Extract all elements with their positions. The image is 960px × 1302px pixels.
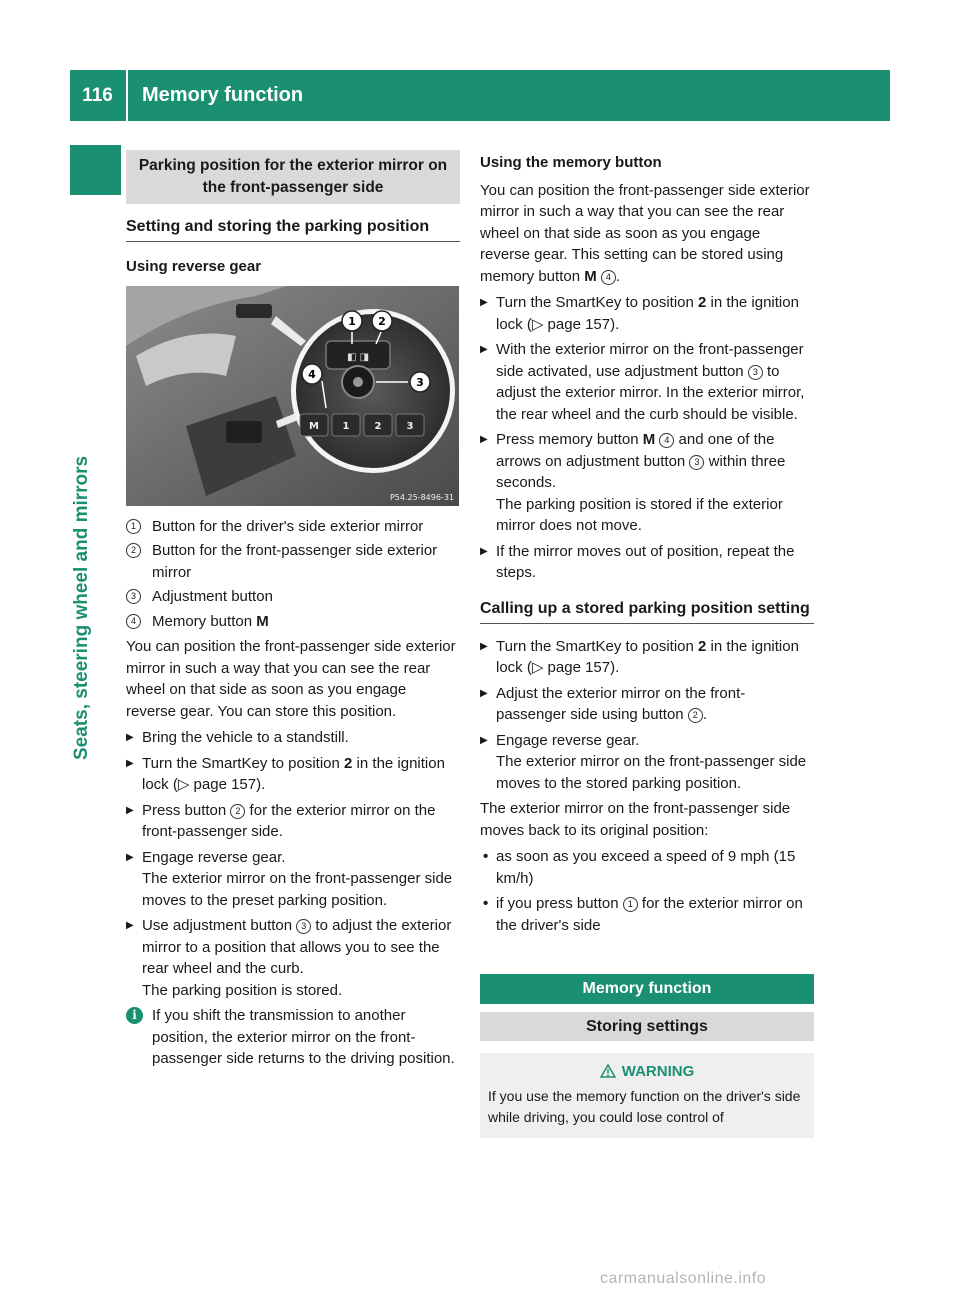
legend-text: Adjustment button — [152, 588, 273, 605]
page-title: Memory function — [142, 84, 304, 106]
legend-number: 1 — [126, 519, 141, 534]
step-reverse — [126, 847, 460, 912]
step-result: The parking position is stored if the exterior mirror does not move. — [496, 495, 783, 534]
storing-settings-heading: Storing settings — [480, 1012, 814, 1042]
step-text: Turn the SmartKey to position — [496, 294, 699, 311]
step-text: Use adjustment button — [142, 917, 297, 934]
parking-position-heading: Parking position for the exterior mirror on the front-passenger side — [126, 150, 460, 204]
step-smartkey-3 — [480, 636, 814, 679]
step-text: Adjust the exterior mirror on the front-passenger side using button — [496, 684, 746, 723]
chapter-label: Seats, steering wheel and mirrors — [71, 455, 92, 760]
bullet-text: for the exterior mirror on the driver's side — [496, 895, 803, 934]
step-adjust — [126, 915, 460, 1001]
step-text: in the ignition lock ( — [142, 754, 445, 793]
page-ref[interactable]: page 157). — [543, 315, 620, 333]
warning-text: If you use the memory function on the driver's side while driving, you could lose control of — [488, 1088, 801, 1125]
step-bold: 2 — [698, 294, 707, 311]
legend-text: Button for the driver's side exterior mirror — [152, 517, 424, 535]
chapter-tab — [70, 145, 121, 195]
step-smartkey-2 — [480, 292, 814, 335]
memory-intro — [480, 180, 814, 288]
circled-number: 4 — [659, 433, 674, 448]
page-ref-arrow: ▷ — [531, 315, 544, 333]
bullet-text: as soon as you exceed a speed of 9 mph (15 km/h) — [496, 848, 796, 887]
step-reverse-2 — [480, 730, 814, 795]
bold-text: M — [584, 267, 597, 285]
circled-number: 3 — [296, 919, 311, 934]
step-text: to adjust the exterior mirror to a position that allows you to see the rear wheel and the curb. — [142, 917, 452, 977]
step-mirror-activated — [480, 339, 814, 425]
circled-number: 2 — [230, 804, 245, 819]
legend-item-4 — [126, 611, 460, 633]
door-panel-illustration — [126, 286, 459, 506]
legend-item-1 — [126, 516, 460, 538]
legend-item-3 — [126, 586, 460, 608]
step-text: Press button — [142, 801, 231, 819]
page-ref[interactable]: page 157). — [189, 776, 266, 793]
step-result: The exterior mirror on the front-passenger side moves to the preset parking position. — [142, 870, 453, 909]
bullet-press-button — [480, 893, 814, 936]
step-standstill — [126, 727, 460, 749]
legend-number: 3 — [126, 589, 141, 604]
step-text: and one of the arrows on adjustment button — [496, 431, 775, 470]
page-ref-arrow: ▷ — [531, 659, 544, 676]
callout-1: 1 — [348, 314, 356, 328]
info-icon: i — [126, 1007, 143, 1024]
photo-button-2: 2 — [374, 420, 382, 432]
step-text: Turn the SmartKey to position — [142, 754, 345, 772]
step-smartkey — [126, 753, 460, 796]
legend-bold: M — [256, 612, 269, 630]
circled-number: 3 — [689, 455, 704, 470]
step-text: Bring the vehicle to a standstill. — [142, 729, 349, 746]
warning-box — [480, 1053, 814, 1138]
legend-number: 4 — [126, 614, 141, 629]
warning-heading — [488, 1061, 806, 1082]
step-text: in the ignition lock ( — [496, 294, 799, 333]
text: . — [615, 267, 621, 285]
step-adjust-mirror — [480, 683, 814, 726]
left-column — [126, 150, 460, 1070]
subsection-memory-button: Using the memory button — [480, 154, 662, 171]
memory-function-heading: Memory function — [480, 974, 814, 1004]
step-text: If the mirror moves out of position, repeat the steps. — [496, 542, 795, 581]
bullet-text: if you press button — [496, 895, 623, 912]
step-text: in the ignition lock ( — [496, 637, 799, 676]
step-text: Press memory button — [496, 431, 643, 448]
step-text: to adjust the exterior mirror. In the exterior mirror, the rear wheel and the curb should be visible. — [496, 362, 805, 423]
circled-number: 1 — [623, 897, 638, 912]
step-text: With the exterior mirror on the front-passenger side activated, use adjustment button — [496, 341, 804, 380]
bullet-speed — [480, 846, 814, 889]
section-title-calling-up: Calling up a stored parking position setting — [480, 598, 814, 624]
legend-number: 2 — [126, 543, 141, 558]
step-press-button — [126, 800, 460, 843]
circled-number: 4 — [601, 270, 616, 285]
step-bold: 2 — [344, 754, 353, 772]
step-result: The exterior mirror on the front-passenger side moves to the stored parking position. — [496, 753, 807, 792]
callout-4: 4 — [308, 367, 316, 381]
page-ref[interactable]: page 157). — [543, 659, 620, 676]
subsection-reverse-gear: Using reverse gear — [126, 258, 262, 275]
watermark: carmanualsonline.info — [600, 1270, 767, 1287]
step-text: Turn the SmartKey to position — [496, 637, 699, 655]
header-divider — [126, 70, 128, 121]
photo-button-3: 3 — [406, 420, 414, 432]
intro-paragraph: You can position the front-passenger side exterior mirror in such a way that you can see the rear wheel on that side as soon as you engage reverse gear. You can store this position. — [126, 638, 456, 720]
legend-item-2 — [126, 540, 460, 583]
step-text: Engage reverse gear. — [142, 848, 286, 866]
photo-button-1: 1 — [342, 420, 350, 432]
step-repeat — [480, 541, 814, 584]
info-text: If you shift the transmission to another position, the exterior mirror on the front-passenger side returns to the driving position. — [152, 1007, 455, 1067]
step-text: for the exterior mirror on the front-passenger side. — [142, 801, 436, 840]
text: You can position the front-passenger side exterior mirror in such a way that you can see the rear wheel on that side as soon as you engage reverse gear. This setting can be stored using memory button — [480, 181, 810, 285]
right-column — [480, 152, 814, 1138]
legend-text: Memory button — [152, 612, 257, 630]
callout-2: 2 — [378, 314, 386, 328]
door-panel-photo — [126, 286, 459, 506]
page-number: 116 — [82, 85, 113, 106]
step-bold: 2 — [698, 637, 707, 655]
info-note — [126, 1005, 460, 1070]
circled-number: 2 — [688, 708, 703, 723]
section-title-setting: Setting and storing the parking position — [126, 216, 460, 242]
step-text: . — [702, 706, 707, 723]
step-text: Engage reverse gear. — [496, 731, 640, 749]
legend-text: Button for the front-passenger side exterior mirror — [152, 542, 438, 581]
warning-title-text: WARNING — [621, 1063, 695, 1080]
moves-back-paragraph: The exterior mirror on the front-passenger side moves back to its original position: — [480, 800, 791, 839]
callout-3: 3 — [416, 375, 424, 389]
step-bold: M — [642, 431, 656, 448]
circled-number: 3 — [748, 365, 763, 380]
page-ref-arrow: ▷ — [177, 776, 190, 793]
warning-icon — [600, 1064, 616, 1078]
photo-button-m: M — [309, 420, 319, 432]
svg-text:◧ ◨: ◧ ◨ — [346, 351, 370, 363]
step-result: The parking position is stored. — [142, 981, 343, 999]
step-press-memory — [480, 429, 814, 537]
step-text: within three seconds. — [496, 452, 786, 491]
photo-code: P54.25-8496-31 — [389, 492, 454, 502]
